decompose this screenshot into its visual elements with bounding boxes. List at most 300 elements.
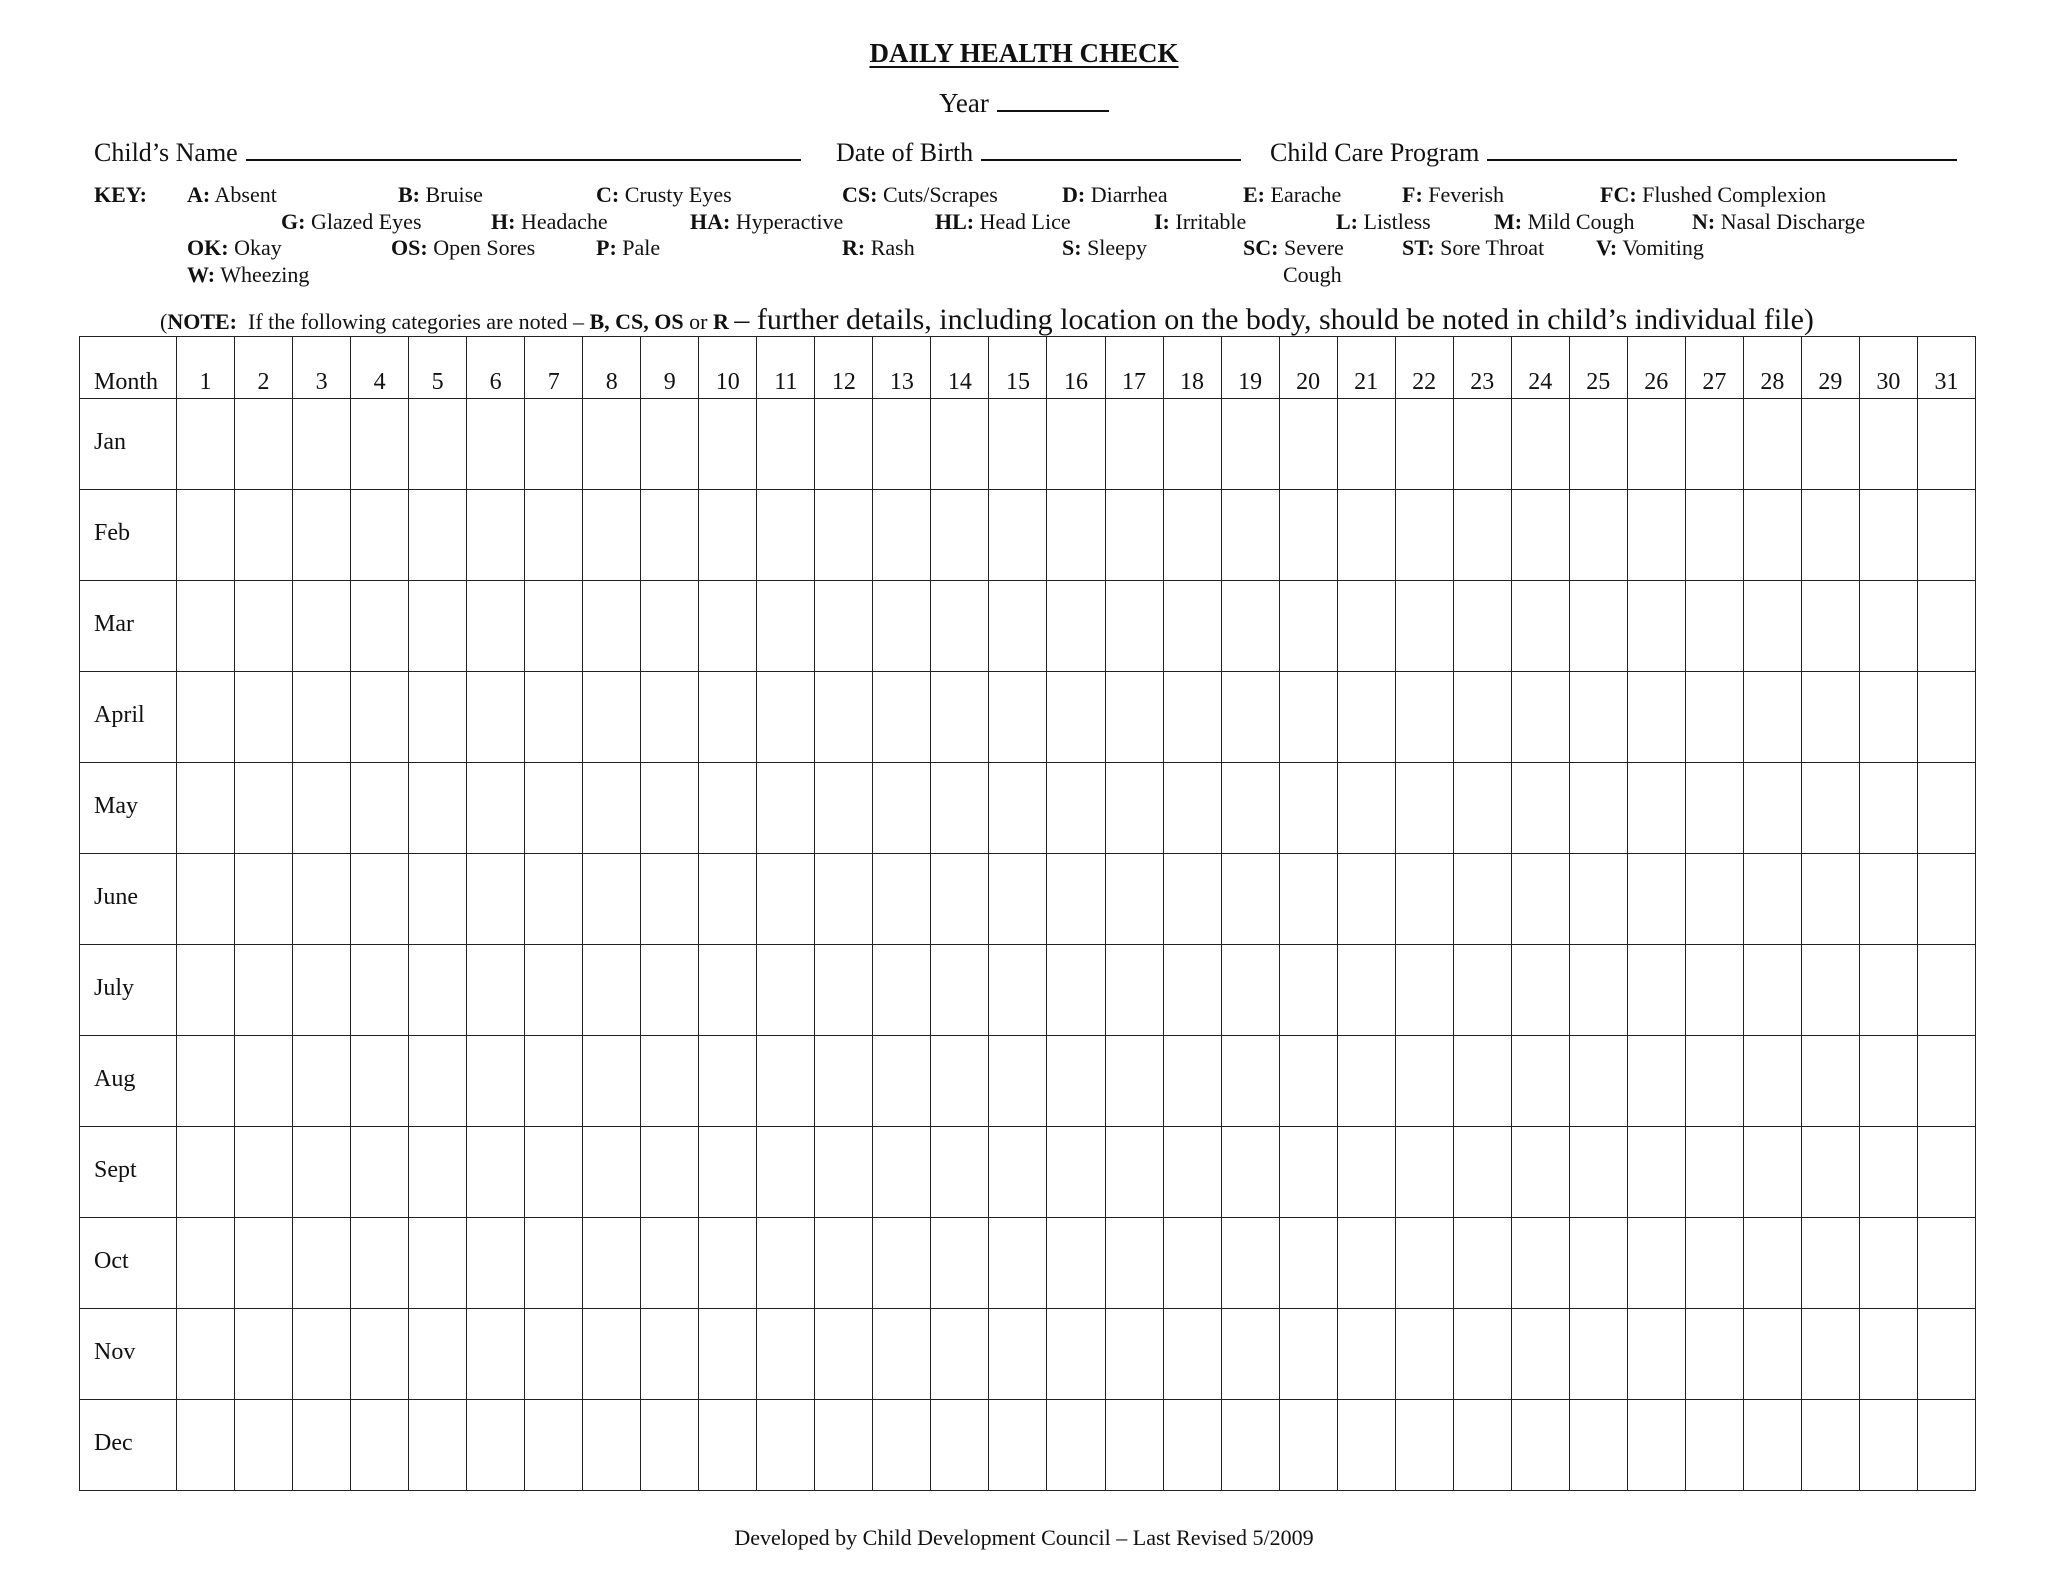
child-care-program-input-line[interactable] [1487,135,1957,161]
day-entry-cell[interactable] [1743,1400,1801,1491]
day-entry-cell[interactable] [1569,399,1627,490]
day-entry-cell[interactable] [409,763,467,854]
day-entry-cell[interactable] [641,1127,699,1218]
day-entry-cell[interactable] [931,945,989,1036]
day-entry-cell[interactable] [1627,763,1685,854]
day-entry-cell[interactable] [1337,490,1395,581]
day-entry-cell[interactable] [1221,1218,1279,1309]
day-entry-cell[interactable] [1511,763,1569,854]
day-entry-cell[interactable] [409,1036,467,1127]
day-entry-cell[interactable] [583,1036,641,1127]
day-entry-cell[interactable] [757,1309,815,1400]
day-entry-cell[interactable] [1801,945,1859,1036]
day-entry-cell[interactable] [1337,1400,1395,1491]
day-entry-cell[interactable] [1859,854,1917,945]
day-entry-cell[interactable] [1685,1400,1743,1491]
day-entry-cell[interactable] [1047,1127,1105,1218]
day-entry-cell[interactable] [235,1400,293,1491]
day-entry-cell[interactable] [1685,854,1743,945]
day-entry-cell[interactable] [293,490,351,581]
day-entry-cell[interactable] [1395,945,1453,1036]
day-entry-cell[interactable] [1337,672,1395,763]
day-entry-cell[interactable] [467,1218,525,1309]
day-entry-cell[interactable] [409,1309,467,1400]
day-entry-cell[interactable] [1279,1127,1337,1218]
day-entry-cell[interactable] [1743,672,1801,763]
day-entry-cell[interactable] [525,399,583,490]
day-entry-cell[interactable] [235,1218,293,1309]
day-entry-cell[interactable] [351,1400,409,1491]
day-entry-cell[interactable] [757,763,815,854]
day-entry-cell[interactable] [177,490,235,581]
day-entry-cell[interactable] [989,399,1047,490]
day-entry-cell[interactable] [1801,1036,1859,1127]
day-entry-cell[interactable] [351,945,409,1036]
day-entry-cell[interactable] [873,854,931,945]
day-entry-cell[interactable] [235,672,293,763]
day-entry-cell[interactable] [1395,490,1453,581]
day-entry-cell[interactable] [1685,1218,1743,1309]
day-entry-cell[interactable] [1743,399,1801,490]
day-entry-cell[interactable] [1917,672,1975,763]
day-entry-cell[interactable] [1221,1127,1279,1218]
day-entry-cell[interactable] [1743,1309,1801,1400]
day-entry-cell[interactable] [1453,581,1511,672]
day-entry-cell[interactable] [1279,1036,1337,1127]
day-entry-cell[interactable] [931,581,989,672]
day-entry-cell[interactable] [1859,490,1917,581]
day-entry-cell[interactable] [815,581,873,672]
day-entry-cell[interactable] [525,1400,583,1491]
day-entry-cell[interactable] [1279,490,1337,581]
day-entry-cell[interactable] [177,1218,235,1309]
day-entry-cell[interactable] [293,399,351,490]
day-entry-cell[interactable] [1859,1400,1917,1491]
day-entry-cell[interactable] [1221,399,1279,490]
day-entry-cell[interactable] [989,1309,1047,1400]
day-entry-cell[interactable] [525,854,583,945]
day-entry-cell[interactable] [699,399,757,490]
day-entry-cell[interactable] [1917,1218,1975,1309]
day-entry-cell[interactable] [757,854,815,945]
day-entry-cell[interactable] [1163,672,1221,763]
day-entry-cell[interactable] [525,1127,583,1218]
day-entry-cell[interactable] [757,490,815,581]
day-entry-cell[interactable] [1917,490,1975,581]
day-entry-cell[interactable] [931,399,989,490]
day-entry-cell[interactable] [1801,1218,1859,1309]
day-entry-cell[interactable] [1279,945,1337,1036]
day-entry-cell[interactable] [1743,763,1801,854]
day-entry-cell[interactable] [989,1127,1047,1218]
day-entry-cell[interactable] [1917,1309,1975,1400]
day-entry-cell[interactable] [293,854,351,945]
day-entry-cell[interactable] [1221,581,1279,672]
day-entry-cell[interactable] [931,854,989,945]
day-entry-cell[interactable] [1105,854,1163,945]
day-entry-cell[interactable] [1917,763,1975,854]
day-entry-cell[interactable] [583,1309,641,1400]
day-entry-cell[interactable] [293,1400,351,1491]
day-entry-cell[interactable] [1221,854,1279,945]
day-entry-cell[interactable] [1105,399,1163,490]
day-entry-cell[interactable] [1163,490,1221,581]
day-entry-cell[interactable] [177,672,235,763]
day-entry-cell[interactable] [467,581,525,672]
day-entry-cell[interactable] [1511,672,1569,763]
day-entry-cell[interactable] [873,763,931,854]
day-entry-cell[interactable] [351,1127,409,1218]
day-entry-cell[interactable] [873,399,931,490]
day-entry-cell[interactable] [583,581,641,672]
day-entry-cell[interactable] [699,854,757,945]
day-entry-cell[interactable] [177,1127,235,1218]
day-entry-cell[interactable] [467,672,525,763]
day-entry-cell[interactable] [1163,581,1221,672]
day-entry-cell[interactable] [583,1400,641,1491]
day-entry-cell[interactable] [1627,1127,1685,1218]
day-entry-cell[interactable] [1163,1036,1221,1127]
day-entry-cell[interactable] [1569,1036,1627,1127]
day-entry-cell[interactable] [1511,399,1569,490]
day-entry-cell[interactable] [293,581,351,672]
day-entry-cell[interactable] [467,1127,525,1218]
day-entry-cell[interactable] [1337,1218,1395,1309]
day-entry-cell[interactable] [815,854,873,945]
day-entry-cell[interactable] [1569,854,1627,945]
day-entry-cell[interactable] [1801,1309,1859,1400]
day-entry-cell[interactable] [1569,672,1627,763]
day-entry-cell[interactable] [1279,399,1337,490]
day-entry-cell[interactable] [1221,490,1279,581]
day-entry-cell[interactable] [1859,1036,1917,1127]
day-entry-cell[interactable] [1047,399,1105,490]
day-entry-cell[interactable] [1685,1127,1743,1218]
day-entry-cell[interactable] [1627,490,1685,581]
day-entry-cell[interactable] [1047,763,1105,854]
day-entry-cell[interactable] [1743,490,1801,581]
day-entry-cell[interactable] [467,1036,525,1127]
day-entry-cell[interactable] [989,490,1047,581]
day-entry-cell[interactable] [1395,854,1453,945]
day-entry-cell[interactable] [873,945,931,1036]
day-entry-cell[interactable] [1511,490,1569,581]
day-entry-cell[interactable] [293,1309,351,1400]
day-entry-cell[interactable] [1163,945,1221,1036]
day-entry-cell[interactable] [293,672,351,763]
day-entry-cell[interactable] [873,1218,931,1309]
day-entry-cell[interactable] [1105,763,1163,854]
day-entry-cell[interactable] [1685,1309,1743,1400]
day-entry-cell[interactable] [815,672,873,763]
day-entry-cell[interactable] [235,581,293,672]
day-entry-cell[interactable] [177,399,235,490]
day-entry-cell[interactable] [815,490,873,581]
day-entry-cell[interactable] [1395,399,1453,490]
day-entry-cell[interactable] [1279,672,1337,763]
day-entry-cell[interactable] [873,1309,931,1400]
day-entry-cell[interactable] [989,854,1047,945]
child-name-input-line[interactable] [246,135,801,161]
day-entry-cell[interactable] [757,672,815,763]
day-entry-cell[interactable] [235,1309,293,1400]
day-entry-cell[interactable] [815,945,873,1036]
day-entry-cell[interactable] [1105,1127,1163,1218]
day-entry-cell[interactable] [467,763,525,854]
day-entry-cell[interactable] [931,763,989,854]
day-entry-cell[interactable] [1163,399,1221,490]
day-entry-cell[interactable] [177,1400,235,1491]
day-entry-cell[interactable] [1801,763,1859,854]
day-entry-cell[interactable] [641,490,699,581]
day-entry-cell[interactable] [1627,399,1685,490]
day-entry-cell[interactable] [757,1127,815,1218]
day-entry-cell[interactable] [1047,854,1105,945]
day-entry-cell[interactable] [1453,1218,1511,1309]
day-entry-cell[interactable] [931,1127,989,1218]
day-entry-cell[interactable] [1627,581,1685,672]
day-entry-cell[interactable] [641,581,699,672]
day-entry-cell[interactable] [1859,1127,1917,1218]
day-entry-cell[interactable] [235,1036,293,1127]
day-entry-cell[interactable] [351,1218,409,1309]
day-entry-cell[interactable] [1743,1218,1801,1309]
day-entry-cell[interactable] [583,399,641,490]
day-entry-cell[interactable] [293,1218,351,1309]
day-entry-cell[interactable] [1337,1127,1395,1218]
day-entry-cell[interactable] [1453,1400,1511,1491]
day-entry-cell[interactable] [235,945,293,1036]
day-entry-cell[interactable] [1047,1400,1105,1491]
day-entry-cell[interactable] [873,672,931,763]
day-entry-cell[interactable] [1511,1127,1569,1218]
day-entry-cell[interactable] [1163,1400,1221,1491]
day-entry-cell[interactable] [757,1218,815,1309]
day-entry-cell[interactable] [409,581,467,672]
day-entry-cell[interactable] [1453,854,1511,945]
day-entry-cell[interactable] [1801,581,1859,672]
day-entry-cell[interactable] [699,672,757,763]
day-entry-cell[interactable] [1627,1309,1685,1400]
day-entry-cell[interactable] [351,763,409,854]
day-entry-cell[interactable] [1163,1309,1221,1400]
day-entry-cell[interactable] [989,672,1047,763]
day-entry-cell[interactable] [1685,399,1743,490]
day-entry-cell[interactable] [1627,854,1685,945]
day-entry-cell[interactable] [1221,1036,1279,1127]
day-entry-cell[interactable] [1337,854,1395,945]
day-entry-cell[interactable] [641,1309,699,1400]
day-entry-cell[interactable] [1453,763,1511,854]
day-entry-cell[interactable] [409,490,467,581]
day-entry-cell[interactable] [1569,763,1627,854]
day-entry-cell[interactable] [1859,1218,1917,1309]
day-entry-cell[interactable] [757,1400,815,1491]
day-entry-cell[interactable] [1917,581,1975,672]
day-entry-cell[interactable] [1859,399,1917,490]
day-entry-cell[interactable] [177,581,235,672]
day-entry-cell[interactable] [1047,1036,1105,1127]
day-entry-cell[interactable] [699,1309,757,1400]
day-entry-cell[interactable] [1047,672,1105,763]
day-entry-cell[interactable] [1685,945,1743,1036]
day-entry-cell[interactable] [641,854,699,945]
day-entry-cell[interactable] [1047,945,1105,1036]
day-entry-cell[interactable] [1163,763,1221,854]
day-entry-cell[interactable] [815,1127,873,1218]
day-entry-cell[interactable] [235,399,293,490]
day-entry-cell[interactable] [1917,399,1975,490]
day-entry-cell[interactable] [525,1036,583,1127]
day-entry-cell[interactable] [1337,1309,1395,1400]
day-entry-cell[interactable] [1859,581,1917,672]
day-entry-cell[interactable] [1163,1127,1221,1218]
day-entry-cell[interactable] [1221,1309,1279,1400]
day-entry-cell[interactable] [351,490,409,581]
day-entry-cell[interactable] [525,763,583,854]
day-entry-cell[interactable] [699,581,757,672]
day-entry-cell[interactable] [1569,1218,1627,1309]
day-entry-cell[interactable] [1511,581,1569,672]
day-entry-cell[interactable] [177,1036,235,1127]
day-entry-cell[interactable] [1105,945,1163,1036]
day-entry-cell[interactable] [1105,1036,1163,1127]
day-entry-cell[interactable] [1685,581,1743,672]
day-entry-cell[interactable] [525,581,583,672]
day-entry-cell[interactable] [1917,1127,1975,1218]
day-entry-cell[interactable] [873,581,931,672]
day-entry-cell[interactable] [815,1309,873,1400]
day-entry-cell[interactable] [1279,1309,1337,1400]
day-entry-cell[interactable] [641,399,699,490]
day-entry-cell[interactable] [1453,1036,1511,1127]
day-entry-cell[interactable] [641,945,699,1036]
day-entry-cell[interactable] [583,1127,641,1218]
day-entry-cell[interactable] [1627,672,1685,763]
day-entry-cell[interactable] [757,399,815,490]
day-entry-cell[interactable] [641,1036,699,1127]
day-entry-cell[interactable] [757,945,815,1036]
day-entry-cell[interactable] [873,490,931,581]
day-entry-cell[interactable] [989,1036,1047,1127]
day-entry-cell[interactable] [351,854,409,945]
day-entry-cell[interactable] [1685,1036,1743,1127]
day-entry-cell[interactable] [1221,672,1279,763]
day-entry-cell[interactable] [1801,854,1859,945]
day-entry-cell[interactable] [235,854,293,945]
day-entry-cell[interactable] [467,1309,525,1400]
day-entry-cell[interactable] [1511,1218,1569,1309]
day-entry-cell[interactable] [815,1036,873,1127]
day-entry-cell[interactable] [1163,1218,1221,1309]
day-entry-cell[interactable] [1569,1127,1627,1218]
day-entry-cell[interactable] [1859,1309,1917,1400]
day-entry-cell[interactable] [525,672,583,763]
day-entry-cell[interactable] [1743,1036,1801,1127]
day-entry-cell[interactable] [1685,763,1743,854]
day-entry-cell[interactable] [1453,1127,1511,1218]
day-entry-cell[interactable] [931,672,989,763]
day-entry-cell[interactable] [177,763,235,854]
day-entry-cell[interactable] [641,1218,699,1309]
day-entry-cell[interactable] [1859,763,1917,854]
day-entry-cell[interactable] [583,945,641,1036]
day-entry-cell[interactable] [1221,1400,1279,1491]
day-entry-cell[interactable] [1685,672,1743,763]
day-entry-cell[interactable] [1105,581,1163,672]
day-entry-cell[interactable] [1743,945,1801,1036]
day-entry-cell[interactable] [989,763,1047,854]
day-entry-cell[interactable] [931,1400,989,1491]
day-entry-cell[interactable] [1453,672,1511,763]
day-entry-cell[interactable] [1395,1309,1453,1400]
day-entry-cell[interactable] [1337,581,1395,672]
day-entry-cell[interactable] [351,399,409,490]
day-entry-cell[interactable] [1569,490,1627,581]
day-entry-cell[interactable] [1511,945,1569,1036]
day-entry-cell[interactable] [409,399,467,490]
day-entry-cell[interactable] [467,490,525,581]
day-entry-cell[interactable] [1627,945,1685,1036]
day-entry-cell[interactable] [525,490,583,581]
day-entry-cell[interactable] [989,1218,1047,1309]
day-entry-cell[interactable] [1395,1036,1453,1127]
day-entry-cell[interactable] [293,1036,351,1127]
day-entry-cell[interactable] [815,1218,873,1309]
day-entry-cell[interactable] [1105,1309,1163,1400]
day-entry-cell[interactable] [1511,1036,1569,1127]
day-entry-cell[interactable] [989,1400,1047,1491]
day-entry-cell[interactable] [1917,945,1975,1036]
day-entry-cell[interactable] [177,1309,235,1400]
day-entry-cell[interactable] [1917,854,1975,945]
day-entry-cell[interactable] [641,672,699,763]
day-entry-cell[interactable] [1685,490,1743,581]
day-entry-cell[interactable] [873,1036,931,1127]
day-entry-cell[interactable] [1801,1127,1859,1218]
day-entry-cell[interactable] [699,490,757,581]
day-entry-cell[interactable] [467,945,525,1036]
day-entry-cell[interactable] [641,763,699,854]
day-entry-cell[interactable] [177,854,235,945]
day-entry-cell[interactable] [931,1036,989,1127]
day-entry-cell[interactable] [1105,672,1163,763]
day-entry-cell[interactable] [583,490,641,581]
day-entry-cell[interactable] [699,1036,757,1127]
day-entry-cell[interactable] [583,1218,641,1309]
day-entry-cell[interactable] [931,490,989,581]
day-entry-cell[interactable] [1801,399,1859,490]
day-entry-cell[interactable] [1337,1036,1395,1127]
day-entry-cell[interactable] [873,1400,931,1491]
day-entry-cell[interactable] [351,1309,409,1400]
day-entry-cell[interactable] [1453,399,1511,490]
day-entry-cell[interactable] [1279,854,1337,945]
day-entry-cell[interactable] [1743,1127,1801,1218]
day-entry-cell[interactable] [1801,1400,1859,1491]
day-entry-cell[interactable] [1105,1218,1163,1309]
day-entry-cell[interactable] [351,581,409,672]
day-entry-cell[interactable] [1047,490,1105,581]
day-entry-cell[interactable] [1337,763,1395,854]
day-entry-cell[interactable] [1105,1400,1163,1491]
day-entry-cell[interactable] [409,1218,467,1309]
day-entry-cell[interactable] [989,581,1047,672]
day-entry-cell[interactable] [1337,945,1395,1036]
day-entry-cell[interactable] [1859,672,1917,763]
day-entry-cell[interactable] [1047,1218,1105,1309]
day-entry-cell[interactable] [1801,672,1859,763]
